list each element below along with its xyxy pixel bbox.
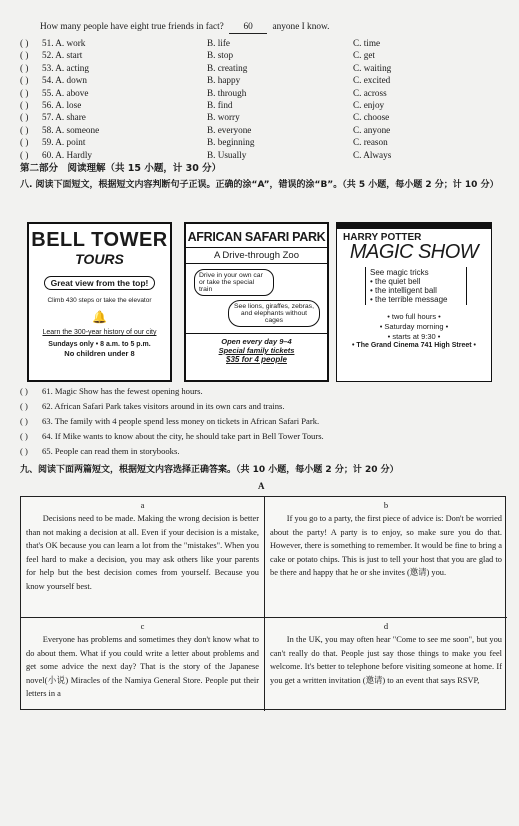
intro-after: anyone I know.	[272, 22, 330, 32]
answer-paren[interactable]: ( )	[20, 401, 28, 411]
cell-c	[21, 618, 264, 710]
option-c: C. anyone	[353, 124, 391, 135]
magic-title: MAGIC SHOW	[349, 241, 479, 263]
option-c: C. get	[353, 50, 375, 61]
cell-a-text: Decisions need to be made. Making the wrong decision is better than not making a decision at all. Even if your decision is a mistake, that's OK because you can learn a lot from the "mistakes". When you feel hard to make a decision, you may ask others like your parents for help but the best decision comes from yourself. Because you know yourself best.	[26, 514, 259, 591]
bell-title: BELL TOWER	[31, 229, 168, 251]
magic-starts: • starts at 9:30 •	[387, 332, 441, 341]
option-c: C. excited	[353, 75, 391, 86]
answer-paren[interactable]: ( )	[20, 431, 28, 441]
part2-heading: 第二部分 阅读理解（共 15 小题，计 30 分）	[20, 163, 222, 174]
magic-see: See magic tricks	[370, 268, 429, 277]
option-b: B. find	[207, 100, 233, 110]
option-a: 60. A. Hardly	[42, 149, 93, 160]
safari-price: $35 for 4 people	[226, 355, 287, 364]
option-b: B. Usually	[207, 149, 247, 160]
intro-sentence	[40, 22, 329, 34]
question-row	[20, 137, 500, 148]
statement-text: 63. The family with 4 people spend less money on tickets in African Safari Park.	[42, 416, 320, 426]
magic-day: • Saturday morning •	[379, 322, 449, 331]
cell-a-label: a	[140, 500, 145, 510]
statement-row	[20, 416, 500, 427]
bell-learn: Learn the 300-year history of our city	[42, 329, 157, 336]
safari-see: See lions, giraffes, zebras, and elephants without cages	[228, 300, 320, 327]
intro-blank: 60	[229, 22, 267, 34]
cell-d	[265, 618, 507, 710]
cell-c-text: Everyone has problems and sometimes they don't know what to do about them. What if you could write a letter about problems and get some advice the next day? That is the story of the Japanese novel(小说) Miracles of the Namiya General Store. People put their letters in a	[26, 635, 259, 699]
answer-paren[interactable]: ( )	[20, 386, 28, 396]
safari-drive: Drive in your own car or take the special train	[194, 269, 274, 296]
answer-paren[interactable]: ( )	[20, 137, 29, 148]
magic-place: • The Grand Cinema 741 High Street •	[352, 342, 476, 349]
option-b: B. creating	[207, 62, 248, 73]
answer-paren[interactable]: ( )	[20, 100, 29, 110]
magic-hours: • two full hours •	[387, 312, 441, 321]
option-b: B. through	[207, 87, 247, 98]
cell-d-label: d	[383, 621, 389, 631]
answer-paren[interactable]: ( )	[20, 149, 29, 160]
option-a: 53. A. acting	[42, 62, 89, 73]
answer-paren[interactable]: ( )	[20, 62, 29, 73]
option-a: 55. A. above	[42, 87, 89, 98]
statement-text: 65. People can read them in storybooks.	[42, 446, 180, 456]
question-row	[20, 150, 500, 161]
safari-open: Open every day 9–4	[186, 333, 327, 346]
statement-text: 64. If Mike wants to know about the city, he should take part in Bell Tower Tours.	[42, 431, 324, 441]
option-a: 54. A. down	[42, 75, 87, 86]
cell-d-text: In the UK, you may often hear "Come to see me soon", but you can't really do that. People just say those things to make you feel welcome. It's better to telephone before visiting someone at home. If you get a written invitation (邀请) to an event that says RSVP,	[270, 635, 502, 685]
option-b: B. stop	[207, 50, 234, 61]
magic-trick-1: • the quiet bell	[370, 277, 421, 286]
cell-b	[265, 497, 507, 617]
answer-paren[interactable]: ( )	[20, 124, 29, 135]
answer-paren[interactable]: ( )	[20, 87, 29, 98]
answer-paren[interactable]: ( )	[20, 446, 28, 456]
option-c: C. enjoy	[353, 100, 385, 110]
option-b: B. life	[207, 38, 230, 48]
option-a: 59. A. point	[42, 137, 86, 148]
safari-title: AFRICAN SAFARI PARK	[187, 230, 326, 244]
safari-subtitle: A Drive-through Zoo	[186, 247, 327, 264]
question-row	[20, 63, 500, 74]
statement-text: 61. Magic Show has the fewest opening hours.	[42, 386, 203, 396]
option-a: 58. A. someone	[42, 124, 100, 135]
statement-text: 62. African Safari Park takes visitors around in its own cars and trains.	[42, 401, 285, 411]
question-row	[20, 50, 500, 61]
option-c: C. waiting	[353, 62, 392, 73]
question-row	[20, 125, 500, 136]
answer-paren[interactable]: ( )	[20, 38, 29, 48]
answer-paren[interactable]: ( )	[20, 112, 29, 123]
bell-view-pill: Great view from the top!	[44, 276, 156, 290]
section8-heading: 八. 阅读下面短文，根据短文内容判断句子正误。正确的涂“A”，错误的涂“B”。（共 5 小题，每小题 2 分；计 10 分）	[20, 180, 499, 190]
question-row	[20, 100, 500, 111]
cell-c-label: c	[140, 621, 145, 631]
bell-children: No children under 8	[64, 349, 135, 358]
safari-tickets: Special family tickets	[218, 346, 295, 355]
question-row	[20, 38, 500, 49]
ad-bell-tower	[27, 222, 172, 382]
bell-tower-icon: 🔔	[92, 310, 107, 324]
cell-b-text: If you go to a party, the first piece of advice is: Don't be worried about the party! A party is to enjoy, so make sure you do that. However, there is something to remember. It would be fine to bring a cake or potato chips. This is just to tell your host that you are glad to be there and happy that he or she invites (邀请) you.	[270, 514, 502, 578]
statement-row	[20, 431, 500, 442]
bell-subtitle: TOURS	[75, 251, 124, 267]
option-c: C. choose	[353, 112, 390, 123]
option-b: B. everyone	[207, 124, 252, 135]
option-c: C. across	[353, 87, 387, 98]
intro-before: How many people have eight true friends in fact?	[40, 22, 224, 32]
magic-top-bar	[337, 223, 491, 229]
option-c: C. time	[353, 38, 381, 48]
bell-climb: Climb 430 steps or take the elevator	[47, 297, 152, 304]
magic-trick-2: • the intelligent ball	[370, 286, 437, 295]
cell-b-label: b	[383, 500, 389, 510]
bell-hours: Sundays only • 8 a.m. to 5 p.m.	[48, 341, 151, 348]
option-a: 52. A. start	[42, 50, 83, 61]
option-b: B. beginning	[207, 137, 255, 148]
statement-row	[20, 401, 500, 412]
option-b: B. worry	[207, 112, 240, 123]
passage-table	[20, 496, 506, 710]
magic-trick-3: • the terrible message	[370, 295, 448, 304]
section9-heading: 九、阅读下面两篇短文，根据短文内容选择正确答案。（共 10 小题，每小题 2 分；计 20 分）	[20, 465, 399, 475]
magic-top: HARRY POTTER	[343, 232, 422, 243]
option-c: C. Always	[353, 149, 392, 160]
answer-paren[interactable]: ( )	[20, 75, 29, 86]
option-c: C. reason	[353, 137, 388, 148]
cell-a	[21, 497, 264, 617]
answer-paren[interactable]: ( )	[20, 416, 28, 426]
answer-paren[interactable]: ( )	[20, 50, 29, 61]
statement-row	[20, 446, 500, 457]
ad-magic-show	[336, 222, 492, 382]
question-row	[20, 112, 500, 123]
statement-row	[20, 386, 500, 397]
question-row	[20, 75, 500, 86]
option-b: B. happy	[207, 75, 241, 86]
option-a: 51. A. work	[42, 38, 86, 48]
passage-label: A	[258, 481, 265, 491]
ad-african-safari	[184, 222, 329, 382]
option-a: 57. A. share	[42, 112, 86, 123]
question-row	[20, 88, 500, 99]
option-a: 56. A. lose	[42, 100, 82, 110]
